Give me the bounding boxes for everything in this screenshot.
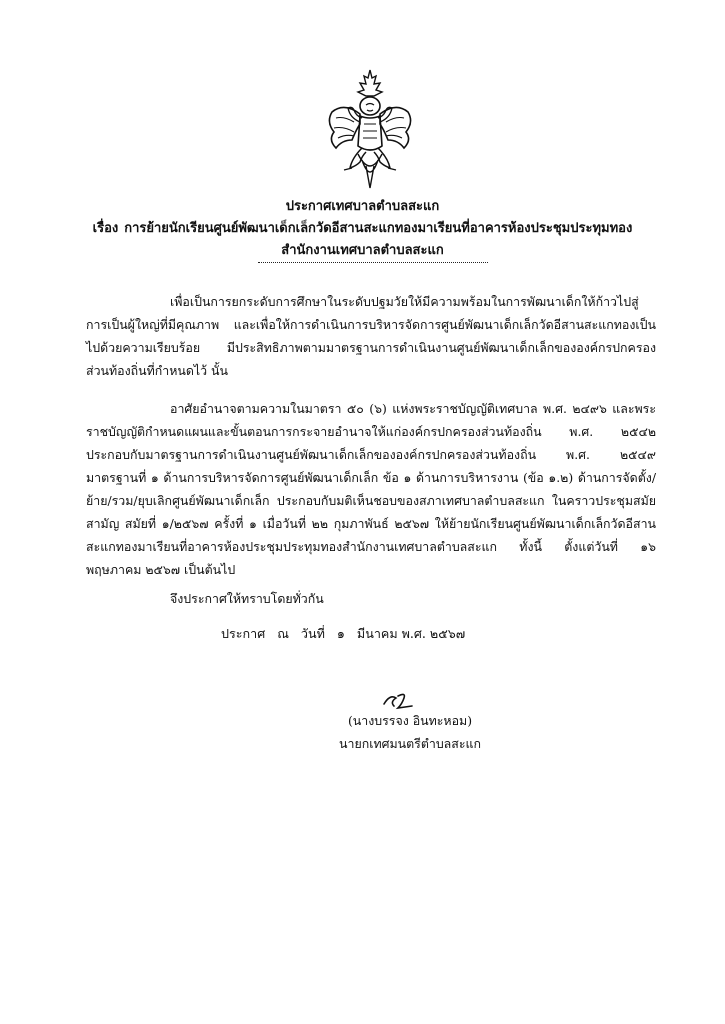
paragraph-2: อาศัยอำนาจตามความในมาตรา ๕๐ (๖) แห่งพระราชบัญญัติเทศบาล พ.ศ. ๒๔๙๖ และพระราชบัญญัติกำหนดแผนและขั้นตอนการกระจายอำนาจให้แก่องค์กรปกครองส่วนท้องถิ่น พ.ศ. ๒๕๔๒ ประกอบกับมาตรฐานการดำเนินงานศูนย์พัฒนาเด็กเล็กขององค์กรปกครองส่วนท้องถิ่น พ.ศ. ๒๕๔๙ มาตรฐานที่ ๑ ด้านการบริหารจัดการศูนย์พัฒนาเด็กเล็ก ข้อ ๑ ด้านการบริหารงาน (ข้อ ๑.๒) ด้านการจัดตั้ง/ย้าย/รวม/ยุบเลิกศูนย์พัฒนาเด็กเล็ก ประกอบกับมติเห็นชอบของสภาเทศบาลตำบลสะแก ในคราวประชุมสมัยสามัญ สมัยที่ ๑/๒๕๖๗ ครั้งที่ ๑ เมื่อวันที่ ๒๒ กุมภาพันธ์ ๒๕๖๗ ให้ย้ายนักเรียนศูนย์พัฒนาเด็กเล็กวัดอีสานสะแกทองมาเรียนที่อาคารห้องประชุมประทุมทองสำนักงานเทศบาลตำบลสะแก ทั้งนี้ ตั้งแต่วันที่ ๑๖ พฤษภาคม ๒๕๖๗ เป็นต้นไป bbox=[86, 401, 656, 577]
signer-name: (นางบรรจง อินทะหอม) bbox=[347, 713, 473, 728]
garuda-emblem-icon bbox=[322, 68, 418, 190]
subject-label: เรื่อง bbox=[92, 221, 119, 236]
announce-date-line: ประกาศ ณ วันที่ ๑ มีนาคม พ.ศ. ๒๕๖๗ bbox=[221, 626, 466, 641]
paragraph-1: เพื่อเป็นการยกระดับการศึกษาในระดับปฐมวัยให้มีความพร้อมในการพัฒนาเด็กให้ก้าวไปสู่การเป็นผู้ใหญ่ที่มีคุณภาพ และเพื่อให้การดำเนินการบริหารจัดการศูนย์พัฒนาเด็กเล็กวัดอีสานสะแกทองเป็นไปด้วยความเรียบร้อย มีประสิทธิภาพตามมาตรฐานการดำเนินงานศูนย์พัฒนาเด็กเล็กขององค์กรปกครองส่วนท้องถิ่นที่กำหนดไว้ นั้น bbox=[86, 294, 656, 378]
dotted-divider bbox=[258, 262, 488, 263]
signature-mark bbox=[376, 688, 428, 712]
signer-title: นายกเทศมนตรีตำบลสะแก bbox=[339, 736, 481, 751]
subject-line-2: สำนักงานเทศบาลตำบลสะแก bbox=[281, 243, 444, 258]
document-title: ประกาศเทศบาลตำบลสะแก bbox=[285, 199, 440, 214]
subject-text: การย้ายนักเรียนศูนย์พัฒนาเด็กเล็กวัดอีสานสะแกทองมาเรียนที่อาคารห้องประชุมประทุมทอง bbox=[124, 221, 633, 236]
paragraph-3: จึงประกาศให้ทราบโดยทั่วกัน bbox=[170, 591, 324, 606]
document-subject bbox=[40, 219, 685, 239]
